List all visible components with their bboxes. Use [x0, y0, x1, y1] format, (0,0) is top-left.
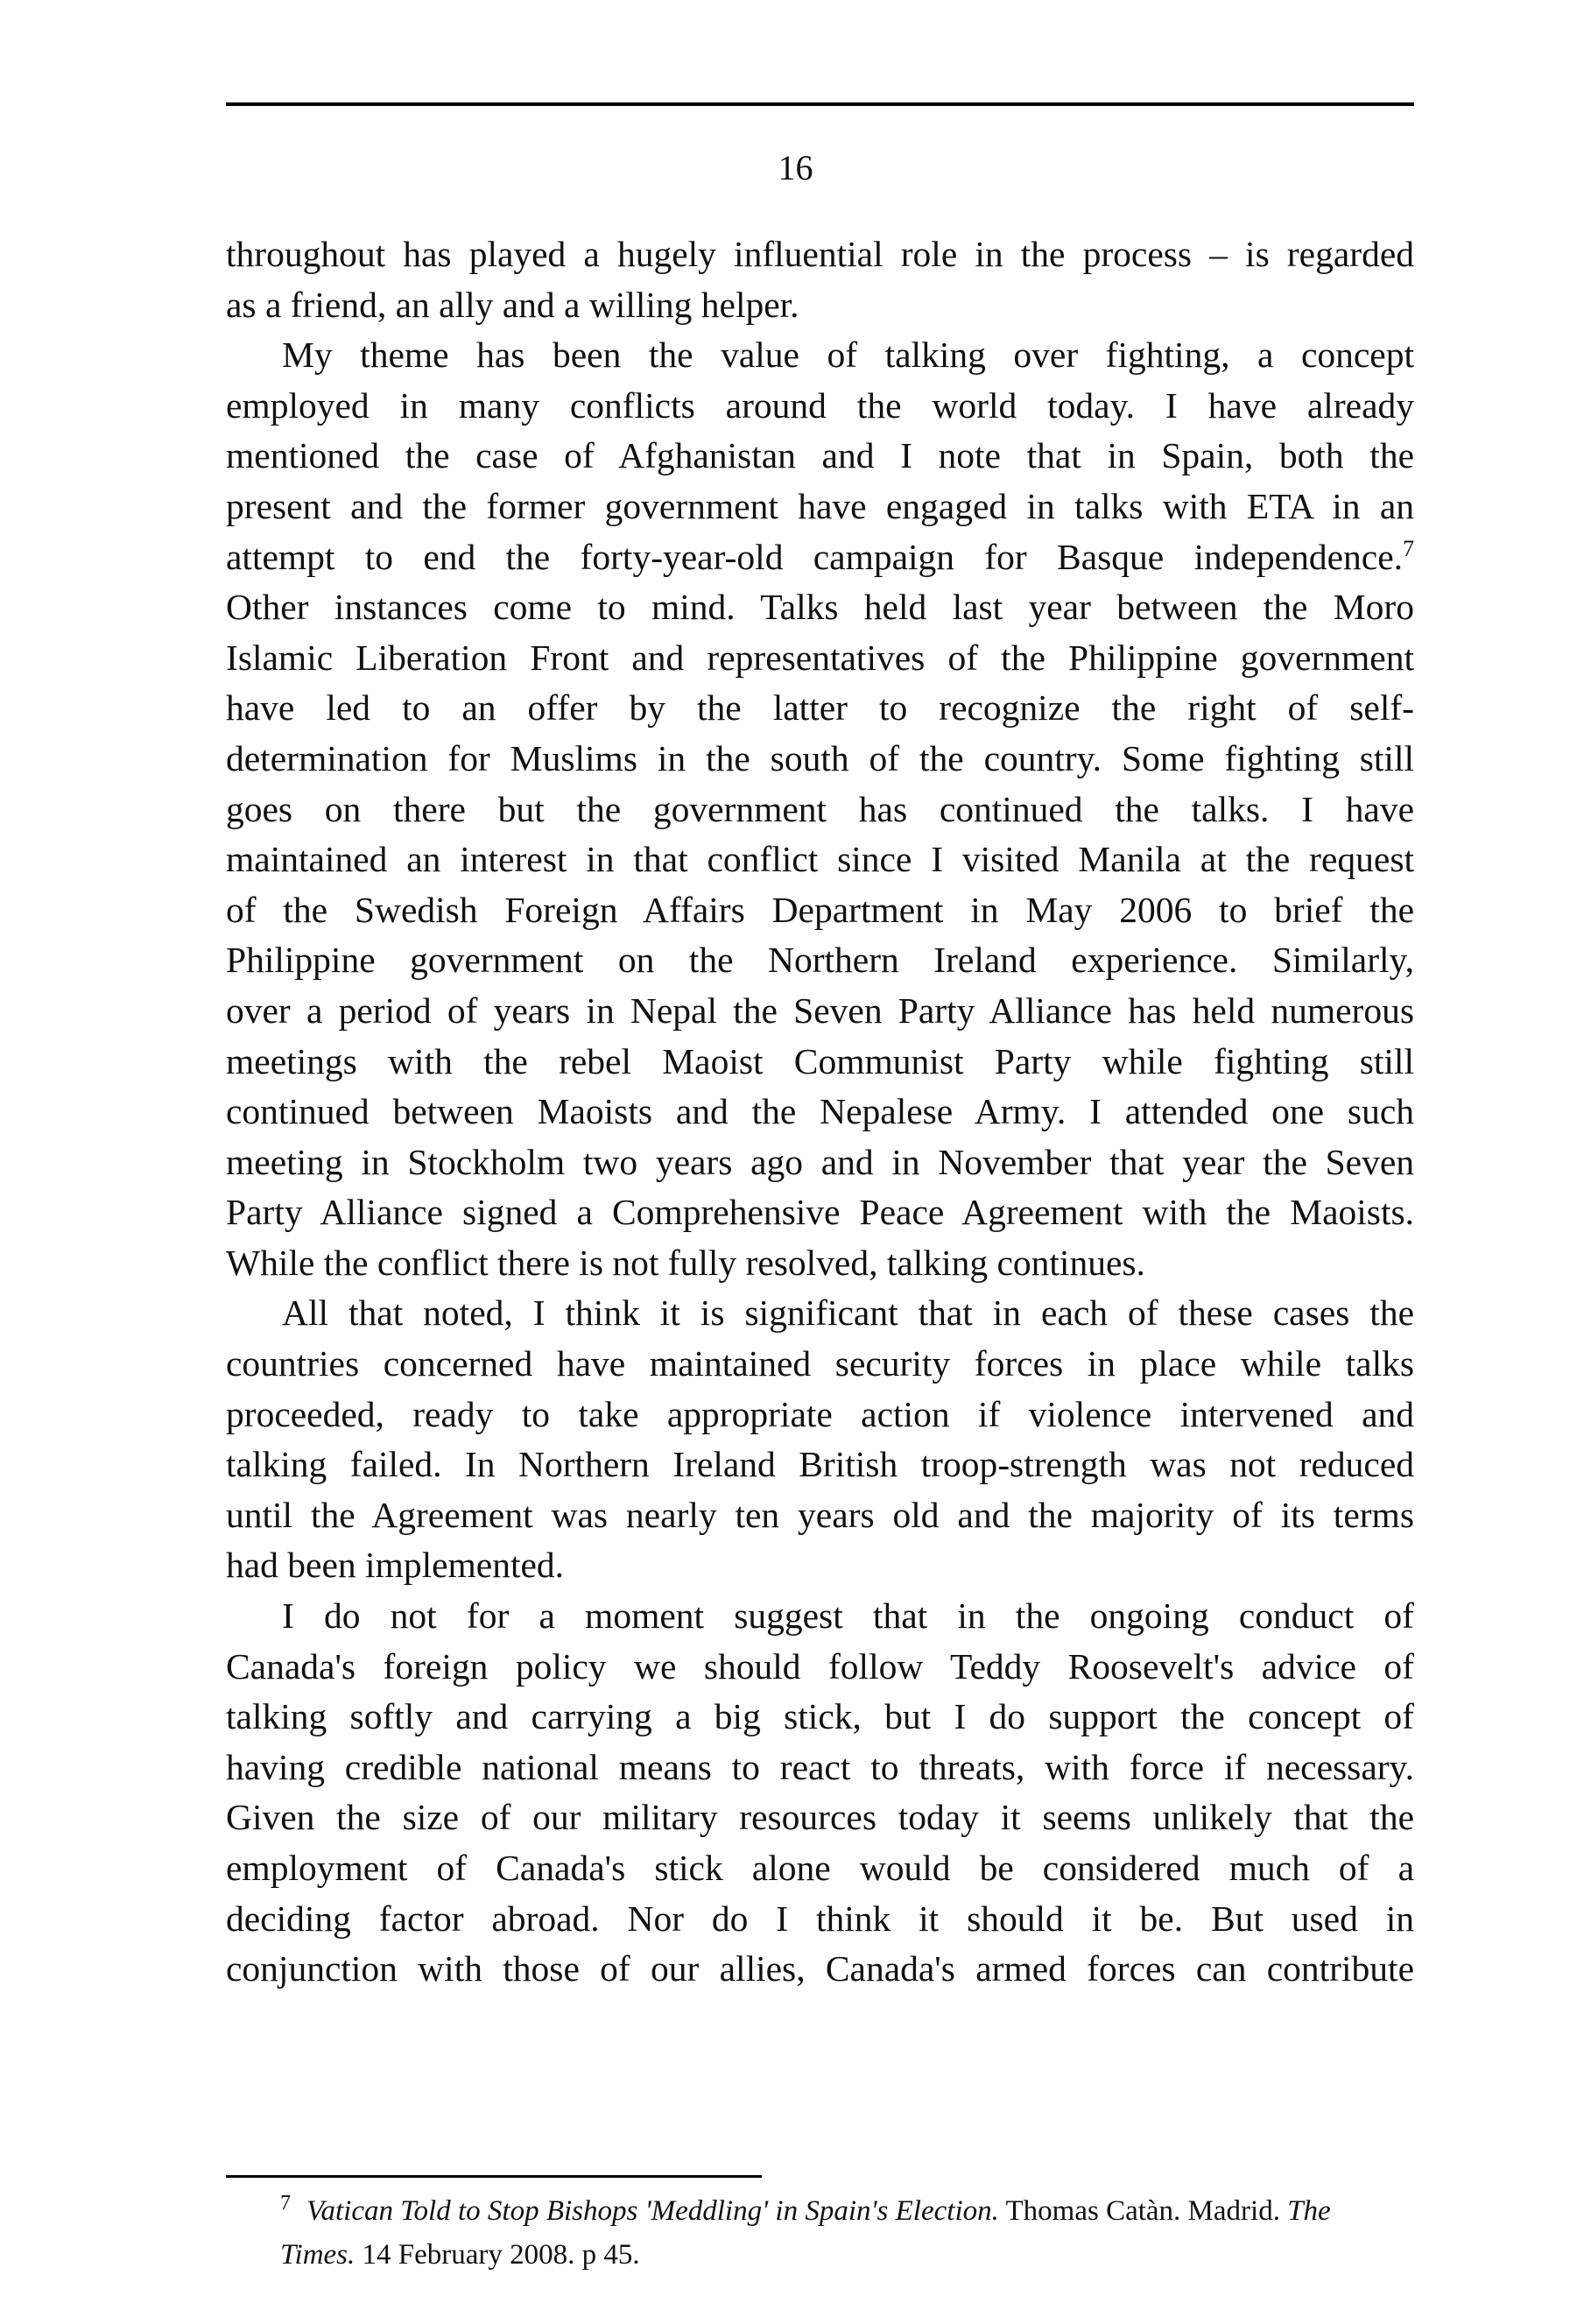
text-line: of the Swedish Foreign Affairs Department in May 2006 to brief the — [226, 889, 1414, 930]
text-line: throughout has played a hugely influential role in the process – is regarded — [226, 234, 1414, 274]
text-line: had been implemented. — [226, 1545, 565, 1586]
paragraph-2 — [226, 330, 1414, 1288]
text-line: goes on there but the government has continued the talks. I have — [226, 788, 1414, 829]
footnote-rule — [226, 2175, 762, 2178]
text-line: Party Alliance signed a Comprehensive Peace Agreement with the Maoists. — [226, 1192, 1414, 1233]
text-line: Canada's foreign policy we should follow Teddy Roosevelt's advice of — [226, 1645, 1414, 1687]
text-line: mentioned the case of Afghanistan and I note that in Spain, both the — [226, 435, 1414, 476]
text-line: meeting in Stockholm two years ago and in November that year the Seven — [226, 1141, 1414, 1182]
text-line: While the conflict there is not fully resolved, talking continues. — [226, 1242, 1145, 1283]
text-line: determination for Muslims in the south of the country. Some fighting still — [226, 737, 1414, 778]
text-line: over a period of years in Nepal the Seven Party Alliance has held numerous — [226, 989, 1414, 1031]
text-line: I do not for a moment suggest that in the ongoing conduct of — [282, 1595, 1414, 1637]
text-line: as a friend, an ally and a willing helper. — [226, 284, 799, 325]
page-number: 16 — [778, 148, 813, 187]
text-line: deciding factor abroad. Nor do I think it should it be. But used in — [226, 1898, 1414, 1939]
text-line-with-footnote-ref — [226, 532, 1414, 583]
text-line: All that noted, I think it is significant that in each of these cases the — [282, 1292, 1414, 1334]
text-line: present and the former government have engaged in talks with ETA in an — [226, 485, 1414, 526]
text-line: Philippine government on the Northern Ireland experience. Similarly, — [226, 940, 1414, 981]
footnote-title: Vatican Told to Stop Bishops 'Meddling' in Spain's Election. — [306, 2195, 999, 2227]
text-line: maintained an interest in that conflict since I visited Manila at the request — [226, 839, 1414, 880]
text-line: conjunction with those of our allies, Canada's armed forces can contribute — [226, 1948, 1414, 1989]
text-line: talking softly and carrying a big stick, but I do support the concept of — [226, 1696, 1414, 1737]
text-line: Islamic Liberation Front and representatives of the Philippine government — [226, 637, 1414, 678]
text-line: until the Agreement was nearly ten years old and the majority of its terms — [226, 1494, 1414, 1535]
body-text — [226, 229, 1414, 1995]
footnote-reference: 7 — [1403, 535, 1414, 561]
footnote-date-page: 14 February 2008. p 45. — [362, 2239, 640, 2271]
text-line: employment of Canada's stick alone would be considered much of a — [226, 1848, 1414, 1888]
paragraph-1 — [226, 229, 1414, 330]
text-line: having credible national means to react to threats, with force if necessary. — [226, 1746, 1414, 1787]
footnote — [226, 2189, 1414, 2277]
text-line: have led to an offer by the latter to recognize the right of self- — [226, 687, 1414, 729]
footnote-source-part-2: Times. — [280, 2239, 356, 2271]
paragraph-3 — [226, 1288, 1414, 1591]
text-line: proceeded, ready to take appropriate action if violence intervened and — [226, 1393, 1414, 1434]
text-line: My theme has been the value of talking over fighting, a concept — [282, 335, 1414, 376]
footnote-line-2 — [226, 2233, 1414, 2277]
footnote-line-1 — [226, 2189, 1414, 2233]
text-line: employed in many conflicts around the world today. I have already — [226, 384, 1414, 426]
footnote-number: 7 — [280, 2192, 291, 2215]
text-line-content: attempt to end the forty-year-old campaign for Basque independence. — [226, 536, 1403, 577]
text-line: meetings with the rebel Maoist Communist Party while fighting still — [226, 1040, 1414, 1081]
text-line: Given the size of our military resources today it seems unlikely that the — [226, 1797, 1414, 1838]
footnote-source-part-1: The — [1287, 2195, 1331, 2227]
header-rule — [226, 102, 1414, 106]
text-line: continued between Maoists and the Nepalese Army. I attended one such — [226, 1091, 1414, 1132]
text-line: talking failed. In Northern Ireland British troop-strength was not reduced — [226, 1444, 1414, 1485]
text-line: Other instances come to mind. Talks held last year between the Moro — [226, 587, 1414, 628]
footnote-author-place: Thomas Catàn. Madrid. — [1005, 2195, 1280, 2227]
paragraph-4 — [226, 1591, 1414, 1995]
text-line: countries concerned have maintained security forces in place while talks — [226, 1343, 1414, 1384]
